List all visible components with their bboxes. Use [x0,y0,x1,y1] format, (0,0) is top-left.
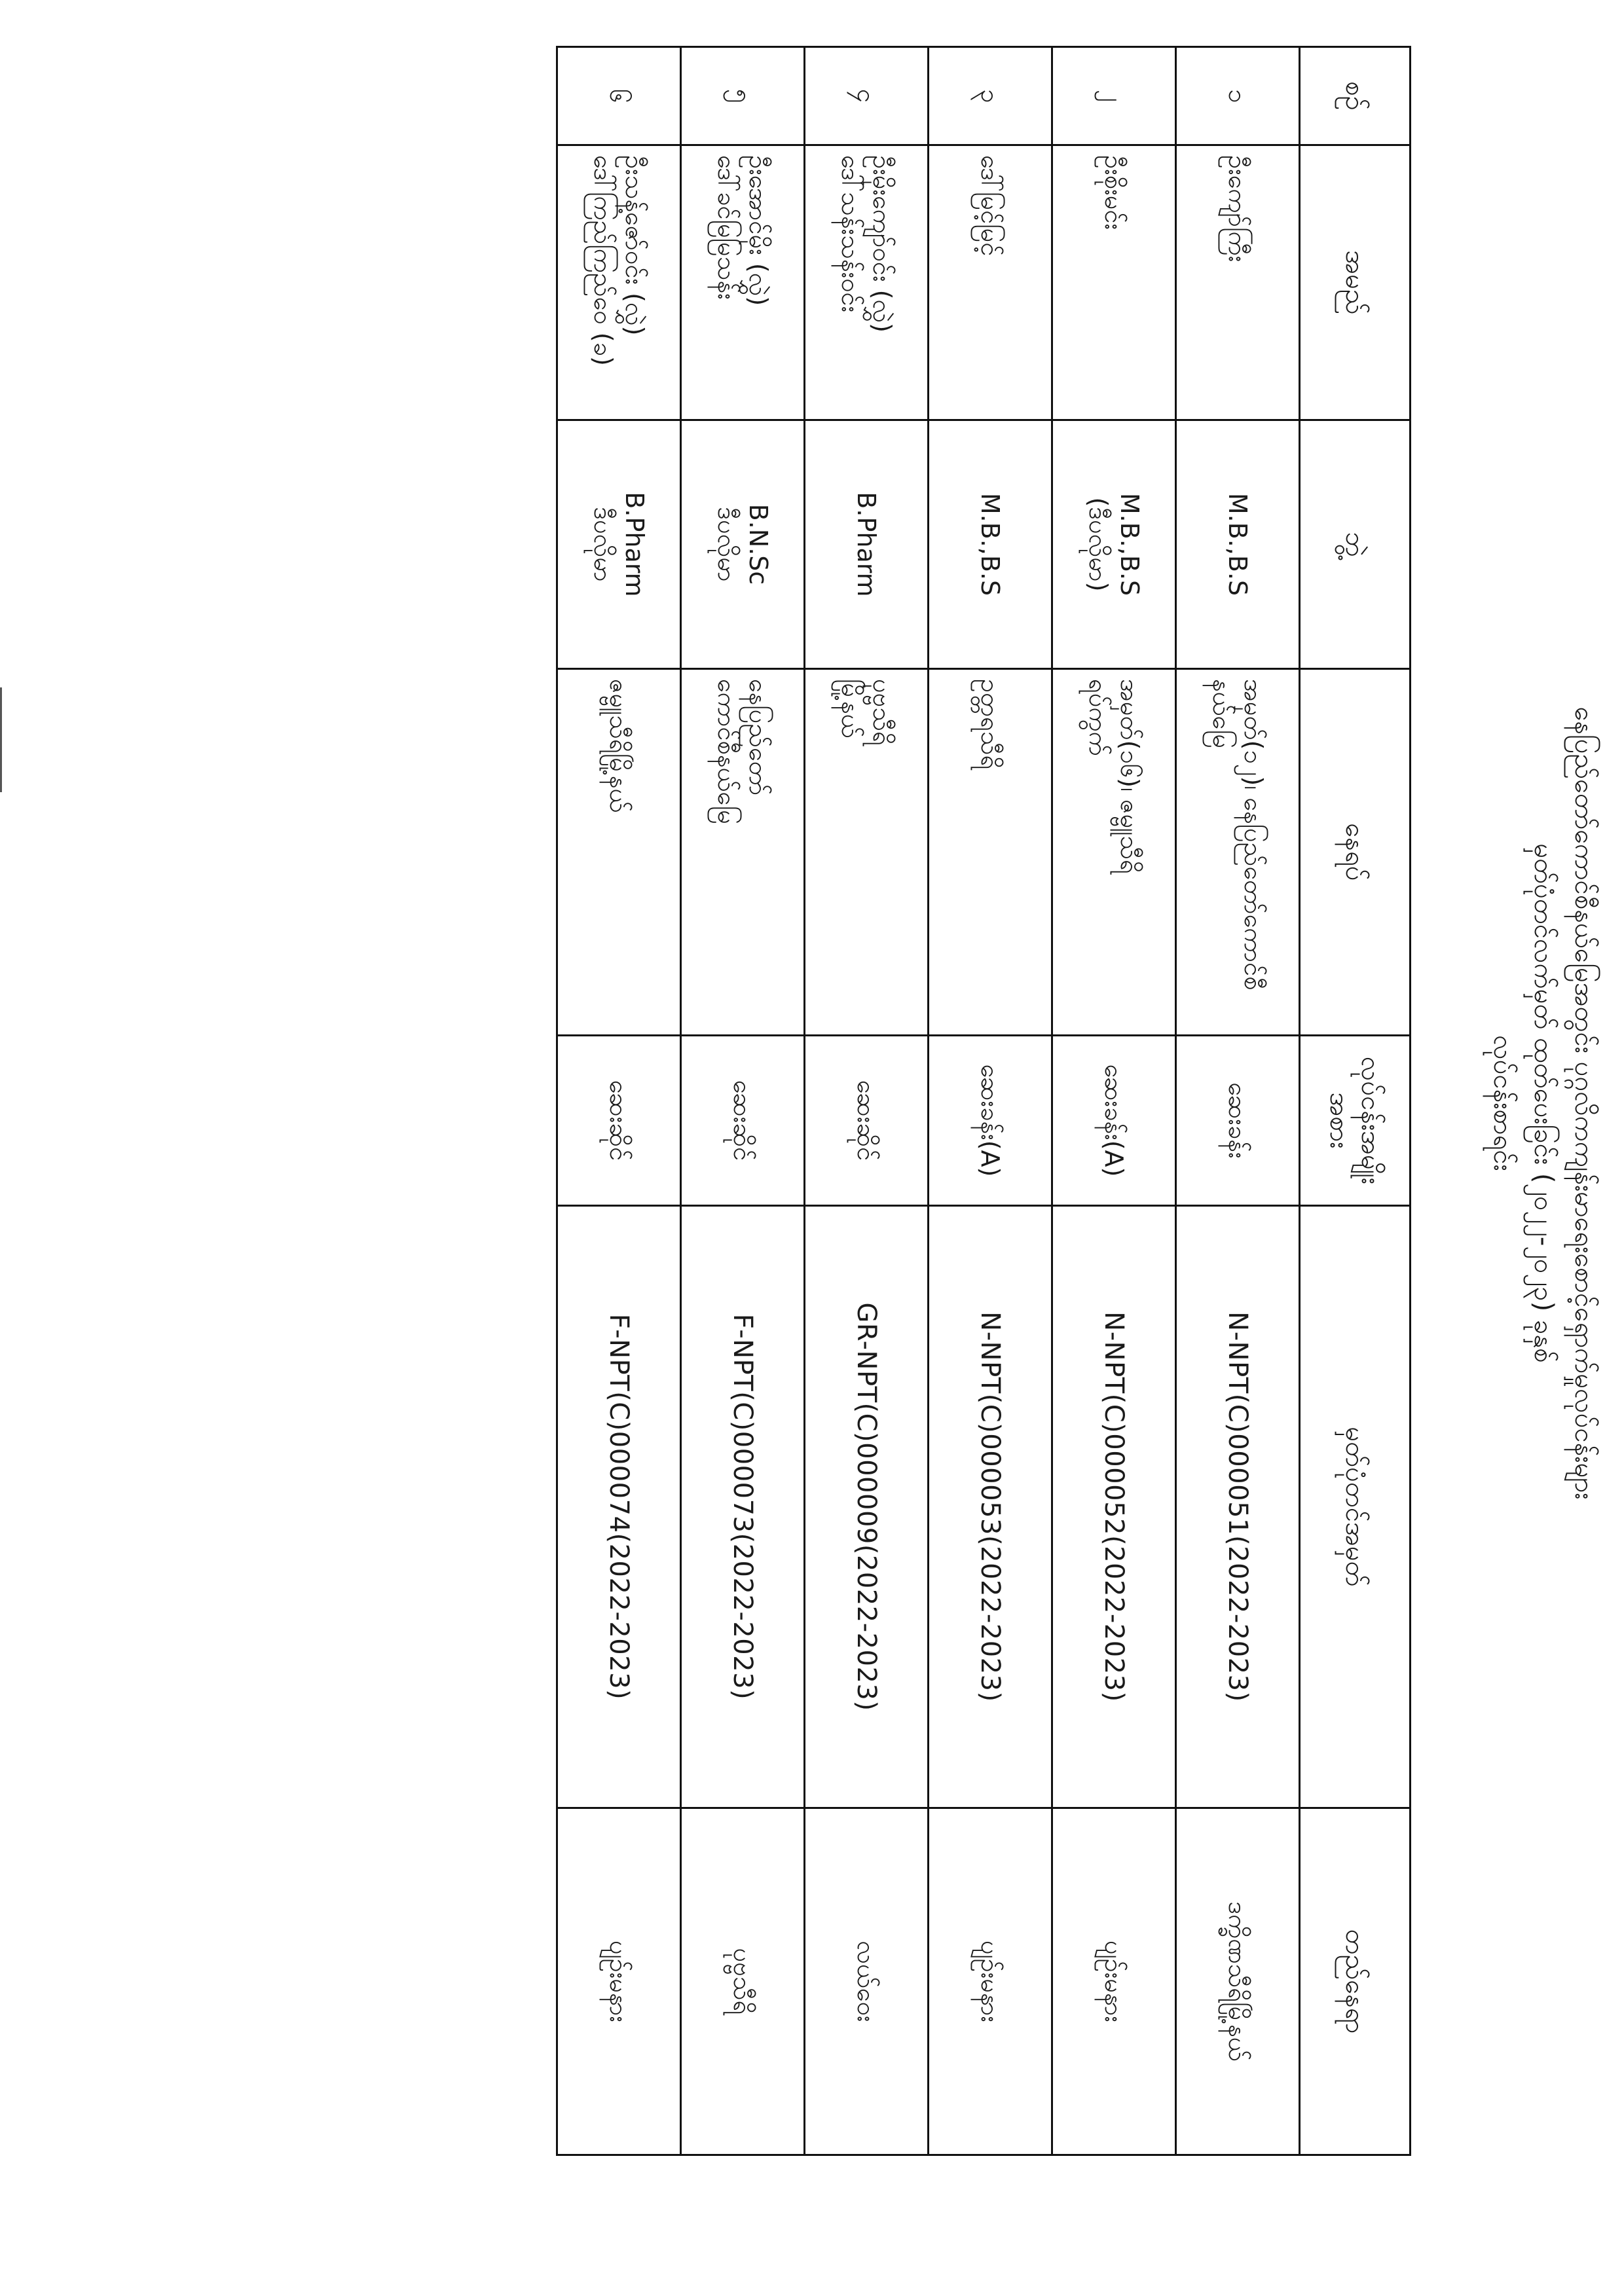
cell-reg-no: N-NPT(C)000053(2022-2023) [929,1206,1052,1808]
cell-type-line: ဆေးဆိုင် [852,1080,881,1161]
cell-reg-no: N-NPT(C)000052(2022-2023) [1052,1206,1176,1808]
table-row [1176,47,1300,2155]
cell-type-line: ဆေးဆိုင် [728,1080,757,1161]
cell-degree [681,420,805,669]
cell-degree-line: M.B.,B.S [1115,492,1144,596]
header-type: လုပ်ငန်းအမျိုးအစား [1300,1036,1411,1206]
cell-degree [1176,420,1300,669]
table-row [557,47,681,2155]
cell-reg-no: N-NPT(C)000051(2022-2023) [1176,1206,1300,1808]
cell-no: ၅ [681,47,805,145]
cell-no: ၆ [557,47,681,145]
cell-name-line: ဦးစိုးမင်း [1099,155,1128,230]
cell-address-line: ရပ်ကွက် [1084,679,1113,756]
cell-address [1176,669,1300,1036]
scan-edge-mark [0,687,2,792]
heading-line-2: မှတ်ပုံတင်လက်မှတ် ထုတ်ပေးခြင်း (၂၀၂၂-၂၀၂၃) ခုနှစ် [1528,843,1559,1363]
cell-degree-line: M.B.,B.S [1223,492,1252,596]
heading-line-1: နေပြည်တော်ကောင်စီနယ်မြေအတွင်း ပုဂ္ဂလိကကျန်းမာရေးစောင့်ရှောက်မှုလုပ်ငန်းများ [1569,706,1599,1500]
document-heading [1457,16,1614,2190]
header-name: အမည် [1300,145,1411,420]
table-row [805,47,929,2155]
cell-address-line: ပုဗ္ဗသီရိ [868,679,896,746]
cell-address [557,669,681,1036]
cell-name [805,145,929,420]
cell-name-line: ဦးအောင်မိုး (လွှဲ) [744,155,773,306]
table-row [681,47,805,2155]
cell-address [805,669,929,1036]
cell-location [805,1808,929,2155]
document-sheet [514,16,1614,2190]
cell-address-line: မြို့နယ် [836,679,865,738]
cell-location [557,1808,681,2155]
cell-type-line: ဆေးခန်း(A) [976,1064,1005,1177]
header-reg-no: မှတ်ပုံတင်အမှတ် [1300,1206,1411,1808]
license-table [556,46,1411,2156]
table-header-row [1300,47,1411,2155]
cell-no: ၃ [929,47,1052,145]
cell-address-line: အမှတ်(၁၂)၊ နေပြည်တော်ကောင်စီနယ်မြေ [1208,679,1268,991]
table-row [1052,47,1176,2155]
cell-name [557,145,681,420]
header-no: စဉ် [1300,47,1411,145]
cell-degree-line: ဒီပလိုမာ [589,507,618,582]
cell-location-line: လယ်ဝေး [852,1941,881,2022]
cell-degree-line: B.N.Sc [744,503,773,585]
cell-degree-line: B.Pharm [852,492,881,597]
cell-degree-line: B.Pharm [620,492,649,597]
cell-address-line: ဥတ္တရသီရိ [976,679,1005,770]
cell-location [929,1808,1052,2155]
cell-type [1176,1036,1300,1206]
cell-location-line: ပျဉ်းမနား [604,1940,633,2023]
cell-reg-no: F-NPT(C)000073(2022-2023) [681,1206,805,1808]
cell-type [929,1036,1052,1206]
cell-type [805,1036,929,1206]
cell-name-line: ဦးမိုးကျော်ဝင်း (လွှဲ) [868,155,896,333]
cell-degree [1052,420,1176,669]
cell-degree [805,420,929,669]
cell-type [681,1036,805,1206]
heading-line-3: လုပ်ငန်းစာရင်း [1488,1035,1518,1171]
cell-degree [929,420,1052,669]
header-location: တည်နေရာ [1300,1808,1411,2155]
cell-type-line: ဆေးခန်း(A) [1099,1064,1128,1177]
header-degree: ဘွဲ့ [1300,420,1411,669]
cell-name-line: ဒေါ်ကြည်ကြည်ဝေ (ခ) [589,155,618,366]
cell-name-line: ဒေါ်မြင့်မြင့် [976,155,1005,257]
cell-location-line: ဒက္ခိဏသီရိမြို့နယ် [1223,1901,1252,2062]
header-address: နေရပ် [1300,669,1411,1036]
cell-degree [557,420,681,669]
cell-degree-line: (ဒီပလိုမာ) [1084,497,1113,592]
cell-no: ၂ [1052,47,1176,145]
cell-location [681,1808,805,2155]
cell-type [1052,1036,1176,1206]
cell-address-line: ကောင်စီနယ်မြေ [712,679,741,824]
cell-address-line: အမှတ်(၁၆)၊ ဇမ္ဗူသီရိ [1115,679,1144,874]
cell-no: ၄ [805,47,929,145]
cell-location [1052,1808,1176,2155]
table-row [929,47,1052,2155]
cell-name [681,145,805,420]
cell-name [929,145,1052,420]
cell-no: ၁ [1176,47,1300,145]
cell-address [681,669,805,1036]
cell-address-line: ဇမ္ဗူသီရိမြို့နယ် [604,679,633,813]
cell-location-line: ပျဉ်းမနား [976,1940,1005,2023]
cell-location [1176,1808,1300,2155]
cell-location-line: ပုဗ္ဗသီရိ [728,1948,757,2015]
cell-reg-no: F-NPT(C)000074(2022-2023) [557,1206,681,1808]
cell-address [1052,669,1176,1036]
cell-type-line: ဆေးခန်း [1223,1082,1252,1159]
cell-name-line: ဦးသန့်ဇော်ဝင်း (လွှဲ) [620,155,649,336]
cell-name [1176,145,1300,420]
cell-address [929,669,1052,1036]
cell-type-line: ဆေးဆိုင် [604,1080,633,1161]
cell-name-line: ဦးကျော်ကြီး [1223,155,1252,263]
cell-reg-no: GR-NPT(C)000009(2022-2023) [805,1206,929,1808]
cell-name-line: ဒေါ်ခင်မြမြသန်း [712,155,741,300]
cell-name-line: ဒေါ်သန်းသန်းဝင်း [836,155,865,313]
cell-degree-line: M.B.,B.S [976,492,1005,596]
cell-location-line: ပျဉ်းမနား [1099,1940,1128,2023]
cell-degree-line: ဒီပလိုမာ [712,507,741,582]
cell-address-line: နေပြည်တော် [744,679,773,796]
cell-type [557,1036,681,1206]
cell-name [1052,145,1176,420]
